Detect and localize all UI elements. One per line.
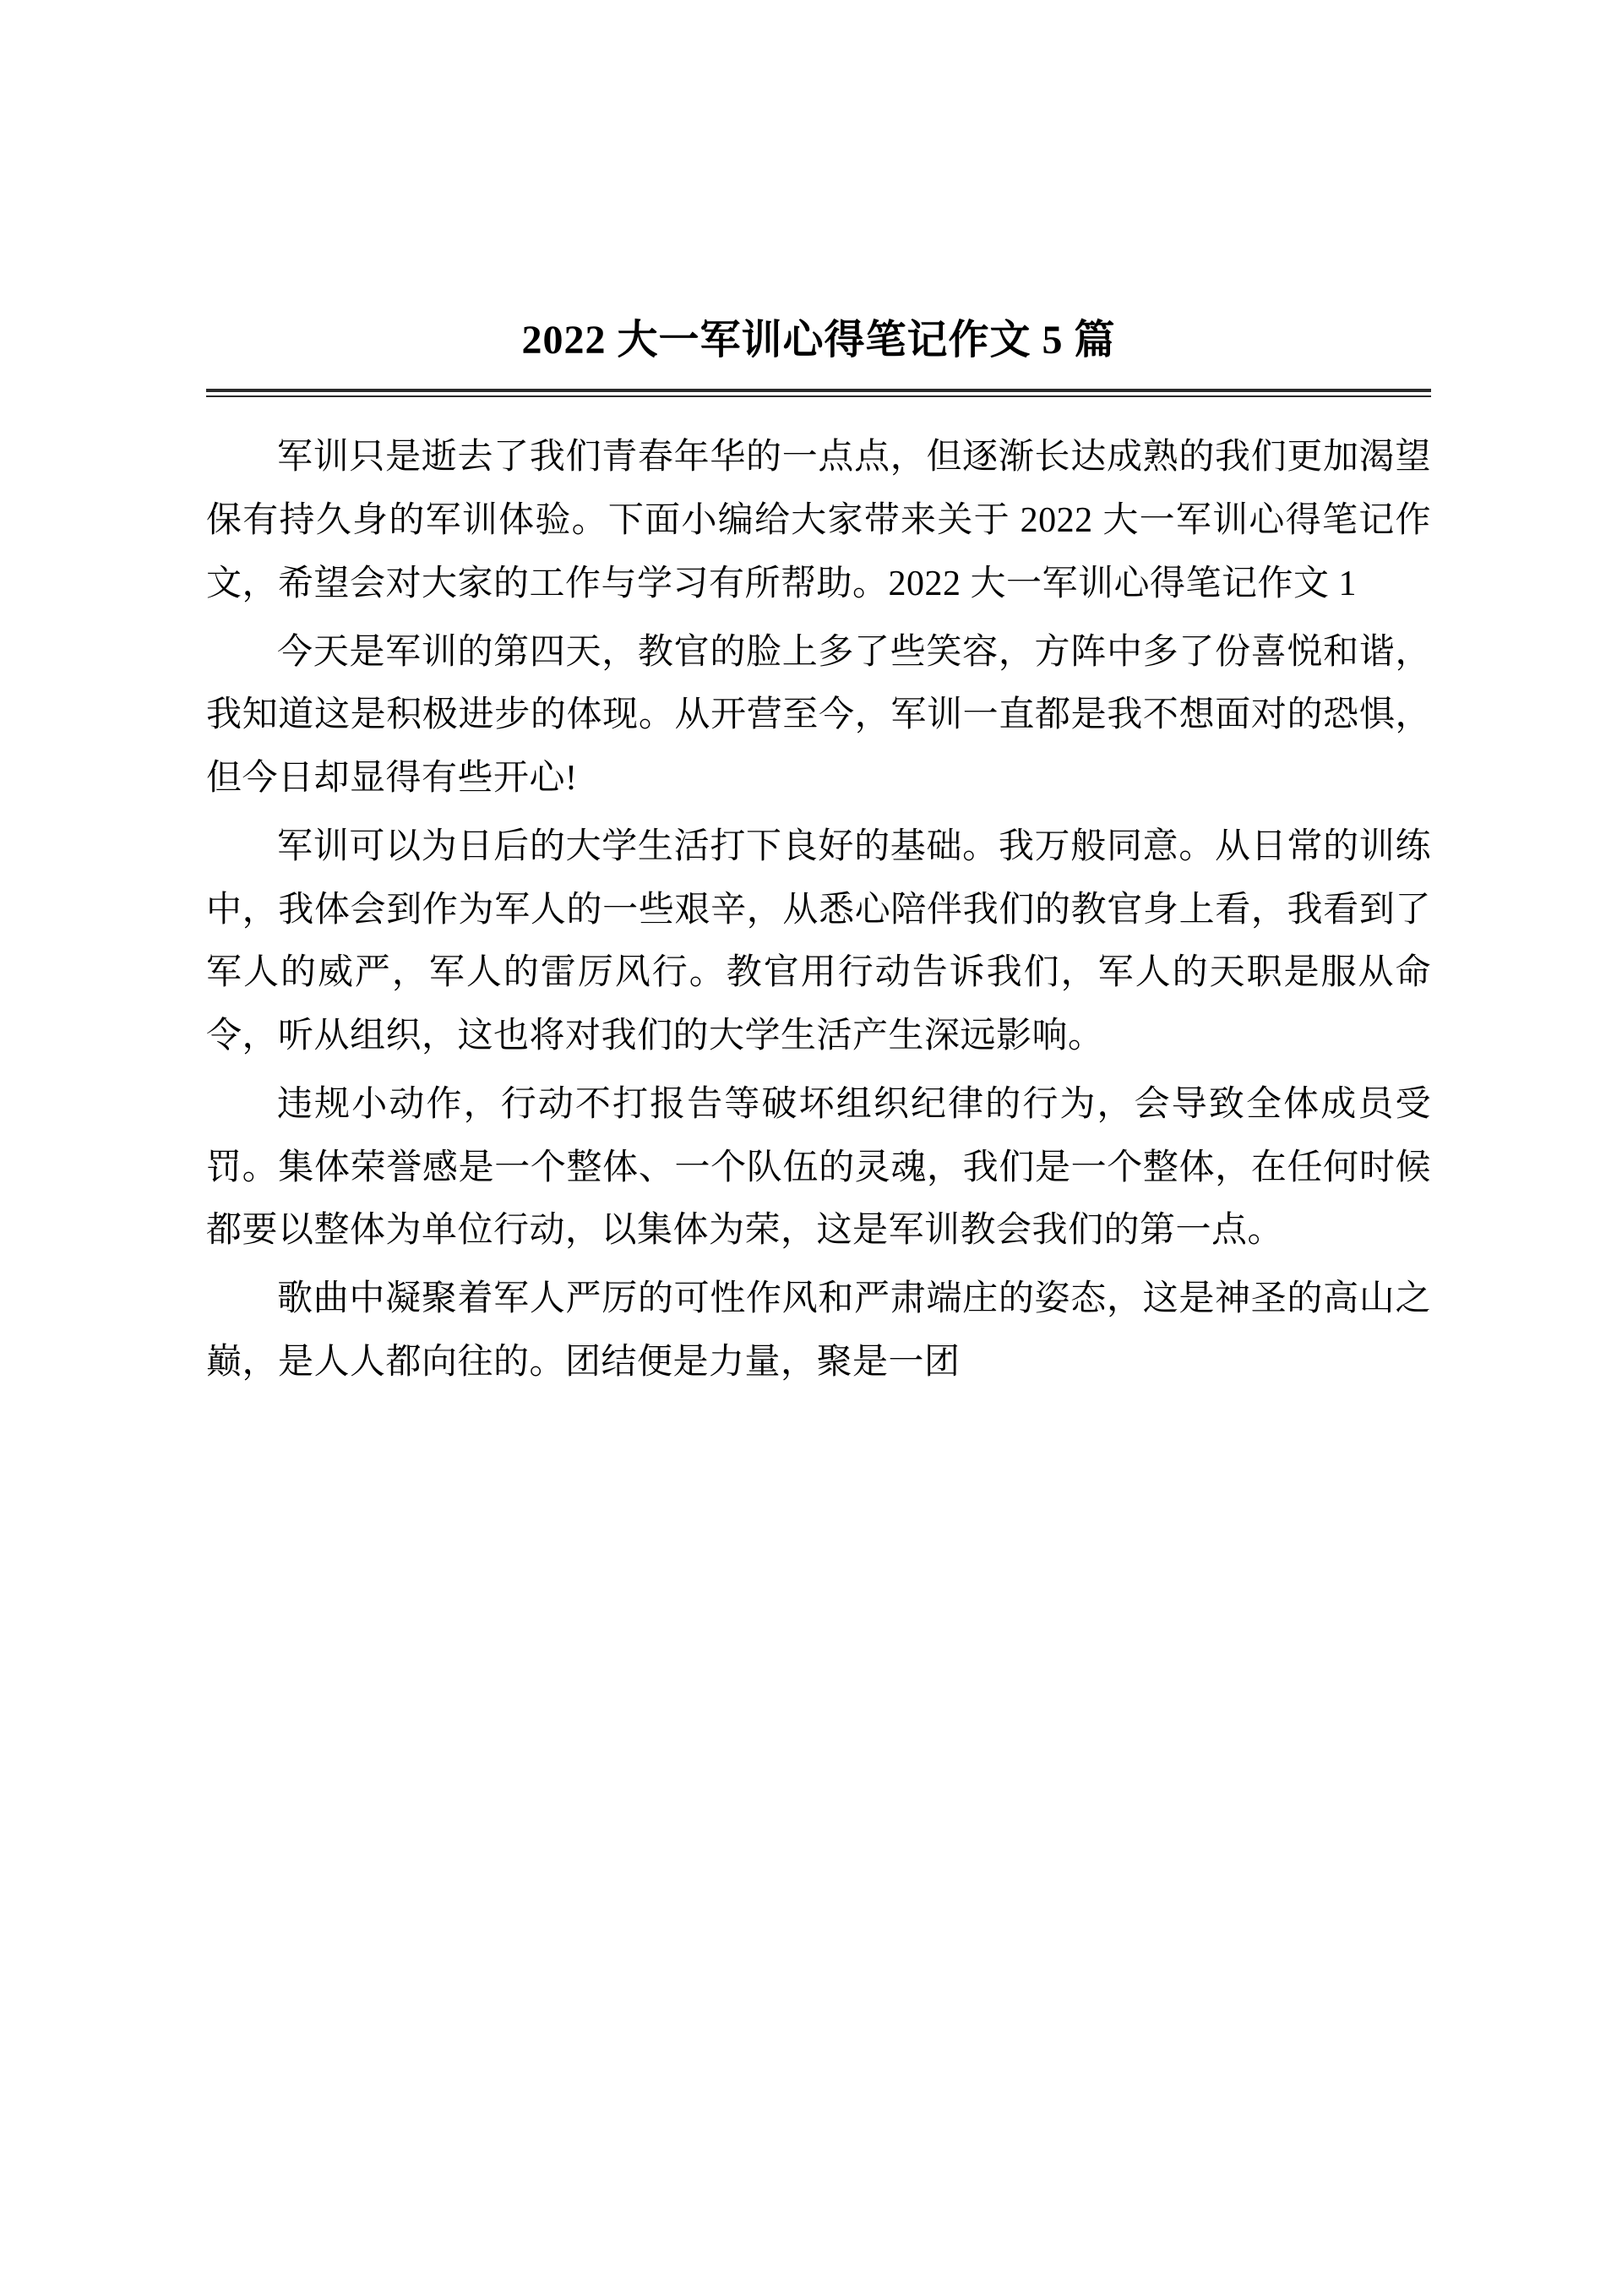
body-paragraph: 军训只是逝去了我们青春年华的一点点，但逐渐长达成熟的我们更加渴望保有持久身的军训体验。下面小编给大家带来关于 2022 大一军训心得笔记作文，希望会对大家的工作与学习有所帮助。2022 大一军训心得笔记作文 1 (206, 438, 1431, 603)
body-paragraph: 军训可以为日后的大学生活打下良好的基础。我万般同意。从日常的训练中，我体会到作为军人的一些艰辛，从悉心陪伴我们的教官身上看，我看到了军人的威严，军人的雷厉风行。教官用行动告诉我们，军人的天职是服从命令，听从组织，这也将对我们的大学生活产生深远影响。 (206, 826, 1431, 1056)
page-title: 2022 大一军训心得笔记作文 5 篇 (521, 318, 1116, 363)
body-paragraph: 违规小动作，行动不打报告等破坏组织纪律的行为，会导致全体成员受罚。集体荣誉感是一个整体、一个队伍的灵魂，我们是一个整体，在任何时候都要以整体为单位行动，以集体为荣，这是军训教会我们的第一点。 (206, 1084, 1431, 1251)
body-paragraph: 今天是军训的第四天，教官的脸上多了些笑容，方阵中多了份喜悦和谐，我知道这是积极进步的体现。从开营至今，军训一直都是我不想面对的恐惧，但今日却显得有些开心! (206, 632, 1431, 799)
document-content (206, 314, 1431, 1399)
divider-thin-line (206, 395, 1431, 397)
title-divider (206, 389, 1431, 397)
body-paragraph: 歌曲中凝聚着军人严厉的可性作风和严肃端庄的姿态，这是神圣的高山之巅，是人人都向往的。团结便是力量，聚是一团 (206, 1279, 1431, 1382)
